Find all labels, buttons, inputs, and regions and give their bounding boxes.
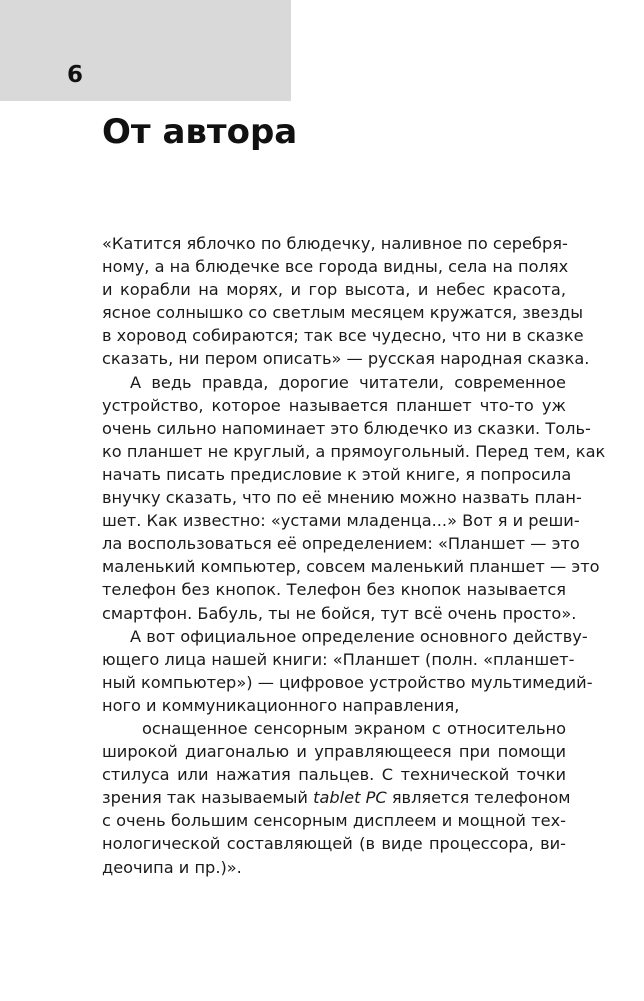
text-line: ясное солнышко со светлым месяцем кружатся, звезды	[102, 303, 583, 323]
italic-term: tablet PC	[313, 788, 387, 808]
text-line: оснащенное сенсорным экраном с относительно	[142, 718, 566, 738]
text-line: ный компьютер») — цифровое устройство мультимедий-	[102, 672, 593, 692]
text-line: ному, а на блюдечке все города видны, села на полях	[102, 257, 569, 277]
text-line: ного и коммуникационного направления,	[102, 695, 460, 715]
text-line: устройство, которое называется планшет что-то уж	[102, 395, 566, 415]
text-line: начать писать предисловие к этой книге, я попросила	[102, 464, 572, 484]
text-line: деочипа и пр.)».	[102, 857, 242, 877]
text-line: ко планшет не круглый, а прямоугольный. Перед тем, как	[102, 441, 606, 461]
text-fragment: является телефоном	[391, 788, 571, 808]
chapter-title: От автора	[102, 112, 298, 152]
text-line: очень сильно напоминает это блюдечко из сказки. Толь-	[102, 418, 591, 438]
text-line: внучку сказать, что по её мнению можно назвать план-	[102, 488, 582, 508]
text-line: в хоровод собираются; так все чудесно, что ни в сказке	[102, 326, 584, 346]
text-line-with-italic	[102, 786, 571, 809]
text-line: смартфон. Бабуль, ты не бойся, тут всё очень просто».	[102, 603, 577, 623]
text-line: с очень большим сенсорным дисплеем и мощной тех-	[102, 811, 566, 831]
text-line: и корабли на морях, и гор высота, и небес красота,	[102, 280, 566, 300]
text-line: ла воспользоваться её определением: «Планшет — это	[102, 534, 580, 554]
text-line: А вот официальное определение основного действу-	[130, 626, 588, 646]
text-line: телефон без кнопок. Телефон без кнопок называется	[102, 580, 566, 600]
text-line: маленький компьютер, совсем маленький планшет — это	[102, 557, 600, 577]
text-line: «Катится яблочко по блюдечку, наливное по серебря-	[102, 234, 568, 253]
body-text	[102, 232, 606, 879]
text-line: стилуса или нажатия пальцев. С технической точки	[102, 765, 566, 785]
text-line: А ведь правда, дорогие читатели, современное	[130, 372, 566, 392]
text-line: сказать, ни пером описать» — русская народная сказка.	[102, 349, 590, 369]
page-number: 6	[67, 62, 84, 88]
page-number-block	[0, 0, 291, 101]
text-line: широкой диагональю и управляющееся при помощи	[102, 742, 566, 762]
text-fragment: зрения так называемый	[102, 788, 308, 808]
text-line: нологической составляющей (в виде процессора, ви-	[102, 834, 566, 854]
text-line: шет. Как известно: «устами младенца...» Вот я и реши-	[102, 511, 580, 531]
text-line: ющего лица нашей книги: «Планшет (полн. «планшет-	[102, 649, 575, 669]
